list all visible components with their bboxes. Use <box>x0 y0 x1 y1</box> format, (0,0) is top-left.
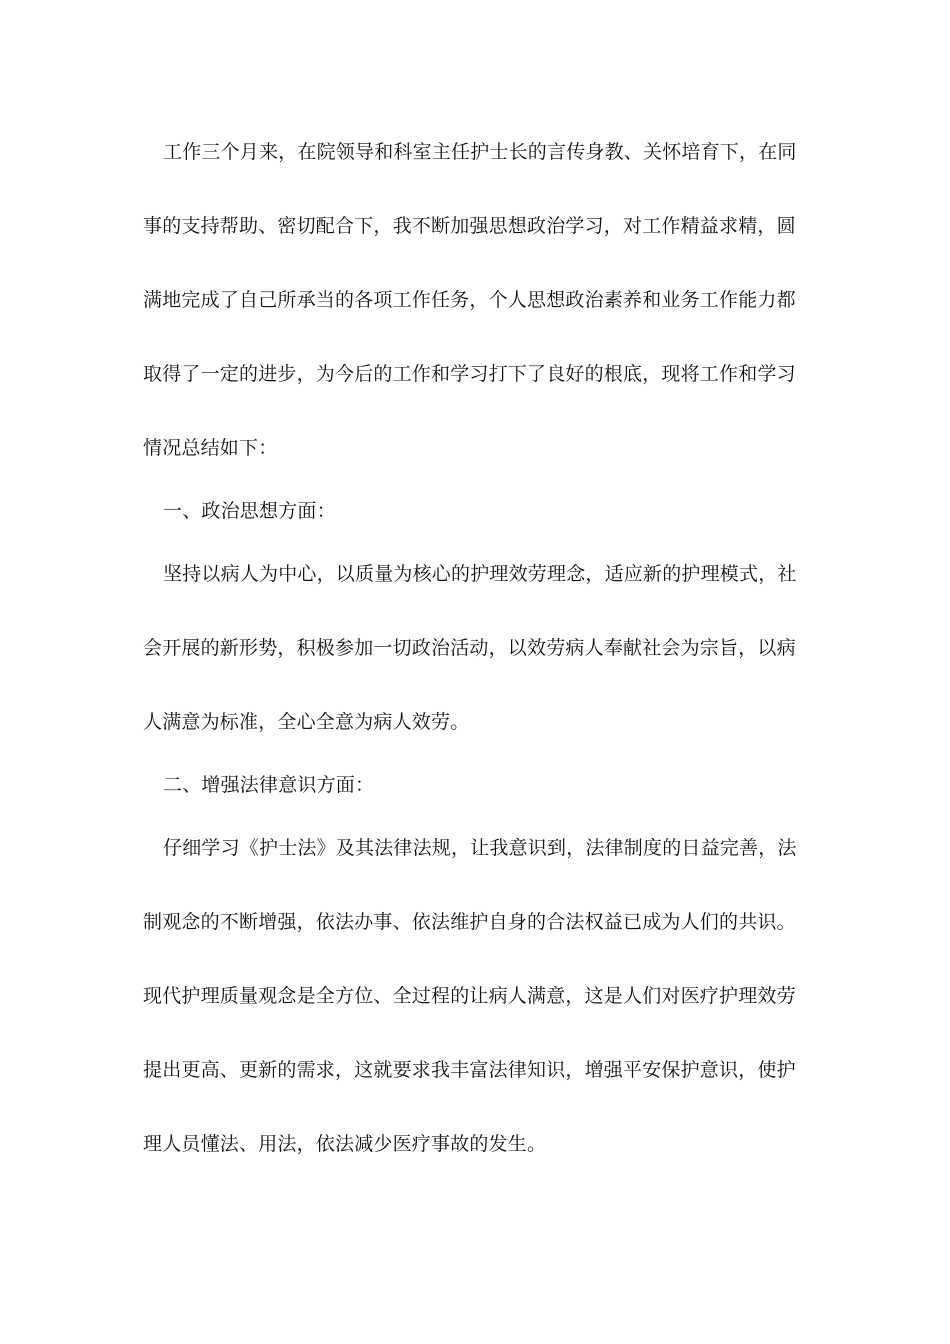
paragraph-1-line-3: 满地完成了自己所承当的各项工作任务，个人思想政治素养和业务工作能力都 <box>143 289 796 311</box>
paragraph-3-line-2: 制观念的不断增强，依法办事、依法维护自身的合法权益已成为人们的共识。 <box>143 911 796 933</box>
paragraph-2-line-1: 坚持以病人为中心，以质量为核心的护理效劳理念，适应新的护理模式，社 <box>163 563 797 585</box>
paragraph-3-line-3: 现代护理质量观念是全方位、全过程的让病人满意，这是人们对医疗护理效劳 <box>143 985 796 1007</box>
paragraph-3-line-4: 提出更高、更新的需求，这就要求我丰富法律知识，增强平安保护意识，使护 <box>143 1059 796 1081</box>
paragraph-2-line-3: 人满意为标准，全心全意为病人效劳。 <box>143 711 470 733</box>
paragraph-1-line-4: 取得了一定的进步，为今后的工作和学习打下了良好的根底，现将工作和学习 <box>143 363 796 385</box>
section-heading-law: 二、增强法律意识方面： <box>163 774 375 796</box>
paragraph-3-line-5: 理人员懂法、用法，依法减少医疗事故的发生。 <box>143 1133 547 1155</box>
paragraph-1-line-1: 工作三个月来，在院领导和科室主任护士长的言传身教、关怀培育下，在同 <box>163 141 797 163</box>
paragraph-3-line-1: 仔细学习《护士法》及其法律法规，让我意识到，法律制度的日益完善，法 <box>163 837 797 859</box>
paragraph-1-line-5: 情况总结如下： <box>143 437 278 459</box>
paragraph-1-line-2: 事的支持帮助、密切配合下，我不断加强思想政治学习，对工作精益求精，圆 <box>143 215 796 237</box>
section-heading-politics: 一、政治思想方面： <box>163 500 336 522</box>
paragraph-2-line-2: 会开展的新形势，积极参加一切政治活动，以效劳病人奉献社会为宗旨，以病 <box>143 637 796 659</box>
